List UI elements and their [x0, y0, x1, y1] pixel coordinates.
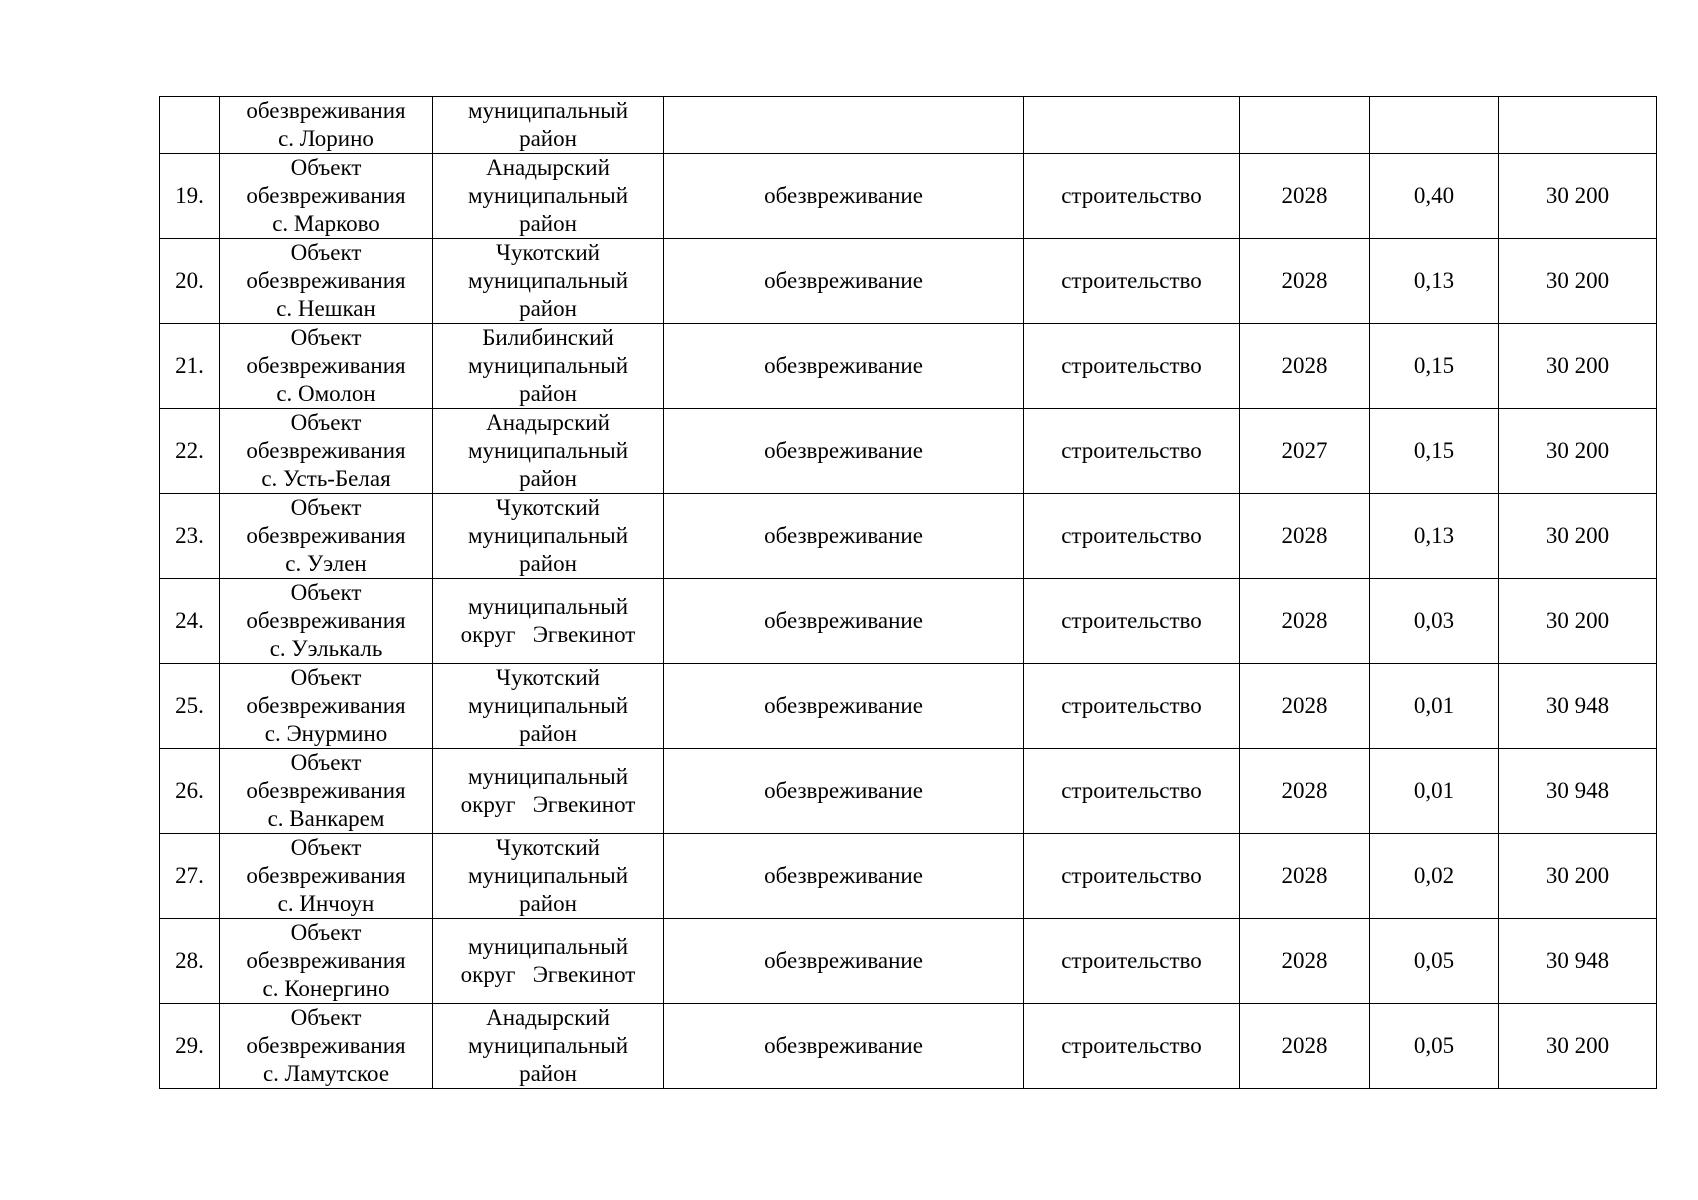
- cell-line: с. Конергино: [262, 976, 390, 1001]
- cell-line: Объект: [290, 1005, 362, 1030]
- cell-number: 21.: [160, 324, 220, 409]
- cell-number: 27.: [160, 834, 220, 919]
- cell-object-name: [220, 579, 433, 664]
- cell-purpose: обезвреживание: [664, 749, 1024, 834]
- cell-line: обезвреживания: [246, 268, 406, 293]
- table-body: [160, 97, 1657, 1089]
- cell-capacity: 0,01: [1370, 664, 1499, 749]
- cell-line: район: [519, 296, 577, 321]
- cell-number: 25.: [160, 664, 220, 749]
- cell-line: муниципальный: [467, 438, 629, 463]
- cell-capacity: [1370, 97, 1499, 154]
- cell-purpose: обезвреживание: [664, 579, 1024, 664]
- cell-year: 2028: [1240, 919, 1370, 1004]
- cell-line: муниципальный: [467, 863, 629, 888]
- cell-line: район: [519, 211, 577, 236]
- table-row: [160, 324, 1657, 409]
- cell-year: 2028: [1240, 239, 1370, 324]
- cell-year: 2028: [1240, 749, 1370, 834]
- cell-line: округ Эгвекинот: [460, 962, 636, 987]
- cell-line: обезвреживания: [246, 353, 406, 378]
- cell-line: обезвреживания: [246, 863, 406, 888]
- cell-line: Анадырский: [486, 410, 610, 435]
- table-row: [160, 494, 1657, 579]
- cell-capacity: 0,15: [1370, 324, 1499, 409]
- cell-line: Объект: [290, 835, 362, 860]
- table-row: [160, 664, 1657, 749]
- cell-year: 2028: [1240, 664, 1370, 749]
- cell-object-name: [220, 919, 433, 1004]
- table-row: [160, 749, 1657, 834]
- cell-line: с. Лорино: [278, 126, 374, 151]
- table-row: [160, 1004, 1657, 1089]
- cell-value: 30 200: [1499, 239, 1657, 324]
- cell-capacity: 0,03: [1370, 579, 1499, 664]
- cell-line: муниципальный: [467, 1033, 629, 1058]
- cell-line: с. Инчоун: [277, 891, 375, 916]
- cell-line: муниципальный: [467, 594, 629, 619]
- cell-district: [433, 409, 664, 494]
- cell-line: муниципальный: [467, 98, 629, 123]
- cell-activity: строительство: [1024, 1004, 1240, 1089]
- cell-purpose: обезвреживание: [664, 1004, 1024, 1089]
- cell-line: район: [519, 381, 577, 406]
- cell-year: 2028: [1240, 324, 1370, 409]
- cell-object-name: [220, 664, 433, 749]
- cell-value: 30 200: [1499, 834, 1657, 919]
- cell-line: муниципальный: [467, 268, 629, 293]
- cell-number: 29.: [160, 1004, 220, 1089]
- cell-line: муниципальный: [467, 693, 629, 718]
- cell-object-name: [220, 1004, 433, 1089]
- cell-year: 2027: [1240, 409, 1370, 494]
- table-row-continued: [160, 97, 1657, 154]
- cell-line: с. Уэлькаль: [269, 636, 383, 661]
- cell-object-name: [220, 239, 433, 324]
- cell-purpose: обезвреживание: [664, 409, 1024, 494]
- table-row: [160, 834, 1657, 919]
- cell-line: обезвреживания: [246, 948, 406, 973]
- cell-line: с. Энурмино: [264, 721, 388, 746]
- cell-line: обезвреживания: [246, 523, 406, 548]
- cell-district: [433, 239, 664, 324]
- cell-line: Объект: [290, 155, 362, 180]
- cell-line: обезвреживания: [246, 608, 406, 633]
- cell-line: с. Омолон: [276, 381, 376, 406]
- cell-value: 30 200: [1499, 324, 1657, 409]
- cell-line: Объект: [290, 920, 362, 945]
- cell-activity: строительство: [1024, 494, 1240, 579]
- cell-purpose: обезвреживание: [664, 324, 1024, 409]
- cell-year: 2028: [1240, 154, 1370, 239]
- cell-value: 30 200: [1499, 579, 1657, 664]
- cell-line: муниципальный: [467, 934, 629, 959]
- cell-line: Объект: [290, 750, 362, 775]
- cell-line: муниципальный: [467, 764, 629, 789]
- cell-value: 30 200: [1499, 1004, 1657, 1089]
- cell-purpose: обезвреживание: [664, 834, 1024, 919]
- cell-activity: строительство: [1024, 409, 1240, 494]
- cell-district: [433, 919, 664, 1004]
- cell-line: Чукотский: [496, 665, 600, 690]
- table-row: [160, 579, 1657, 664]
- cell-district: [433, 664, 664, 749]
- facilities-table: [159, 96, 1657, 1089]
- cell-value: 30 200: [1499, 494, 1657, 579]
- cell-object-name: [220, 324, 433, 409]
- cell-line: с. Нешкан: [276, 296, 376, 321]
- cell-year: 2028: [1240, 579, 1370, 664]
- cell-activity: строительство: [1024, 834, 1240, 919]
- cell-number: 28.: [160, 919, 220, 1004]
- cell-object-name: [220, 409, 433, 494]
- table-row: [160, 239, 1657, 324]
- cell-line: с. Ламутское: [262, 1061, 390, 1086]
- cell-line: Объект: [290, 410, 362, 435]
- cell-activity: строительство: [1024, 749, 1240, 834]
- cell-line: район: [519, 551, 577, 576]
- cell-purpose: обезвреживание: [664, 494, 1024, 579]
- cell-capacity: 0,01: [1370, 749, 1499, 834]
- cell-purpose: обезвреживание: [664, 239, 1024, 324]
- cell-year: [1240, 97, 1370, 154]
- cell-object-name: [220, 97, 433, 154]
- cell-line: Объект: [290, 665, 362, 690]
- cell-capacity: 0,13: [1370, 239, 1499, 324]
- cell-line: округ Эгвекинот: [460, 792, 636, 817]
- cell-line: Анадырский: [486, 1005, 610, 1030]
- cell-line: муниципальный: [467, 353, 629, 378]
- cell-district: [433, 749, 664, 834]
- cell-purpose: обезвреживание: [664, 154, 1024, 239]
- cell-line: Объект: [290, 240, 362, 265]
- cell-year: 2028: [1240, 1004, 1370, 1089]
- cell-line: Объект: [290, 495, 362, 520]
- cell-number: 24.: [160, 579, 220, 664]
- cell-line: обезвреживания: [246, 1033, 406, 1058]
- cell-line: Билибинский: [482, 325, 614, 350]
- table-row: [160, 154, 1657, 239]
- cell-line: с. Ванкарем: [267, 806, 385, 831]
- cell-activity: строительство: [1024, 154, 1240, 239]
- cell-activity: строительство: [1024, 324, 1240, 409]
- cell-line: обезвреживания: [246, 693, 406, 718]
- cell-activity: строительство: [1024, 664, 1240, 749]
- cell-capacity: 0,05: [1370, 919, 1499, 1004]
- cell-line: Чукотский: [496, 495, 600, 520]
- cell-line: район: [519, 1061, 577, 1086]
- cell-line: район: [519, 891, 577, 916]
- cell-purpose: обезвреживание: [664, 664, 1024, 749]
- cell-year: 2028: [1240, 494, 1370, 579]
- cell-district: [433, 97, 664, 154]
- cell-line: обезвреживания: [246, 183, 406, 208]
- cell-activity: строительство: [1024, 579, 1240, 664]
- cell-district: [433, 834, 664, 919]
- cell-line: Объект: [290, 580, 362, 605]
- cell-purpose: [664, 97, 1024, 154]
- cell-activity: строительство: [1024, 919, 1240, 1004]
- cell-district: [433, 494, 664, 579]
- cell-number: [160, 97, 220, 154]
- cell-number: 26.: [160, 749, 220, 834]
- cell-line: обезвреживания: [246, 98, 406, 123]
- cell-district: [433, 579, 664, 664]
- cell-capacity: 0,13: [1370, 494, 1499, 579]
- cell-capacity: 0,40: [1370, 154, 1499, 239]
- cell-capacity: 0,15: [1370, 409, 1499, 494]
- cell-line: Объект: [290, 325, 362, 350]
- cell-value: 30 948: [1499, 664, 1657, 749]
- cell-line: район: [519, 466, 577, 491]
- cell-object-name: [220, 494, 433, 579]
- cell-value: 30 948: [1499, 749, 1657, 834]
- cell-line: район: [519, 126, 577, 151]
- cell-line: округ Эгвекинот: [460, 622, 636, 647]
- cell-line: Чукотский: [496, 240, 600, 265]
- cell-district: [433, 1004, 664, 1089]
- cell-line: с. Марково: [272, 211, 380, 236]
- cell-object-name: [220, 834, 433, 919]
- cell-object-name: [220, 154, 433, 239]
- cell-line: муниципальный: [467, 523, 629, 548]
- cell-purpose: обезвреживание: [664, 919, 1024, 1004]
- cell-number: 22.: [160, 409, 220, 494]
- cell-line: Чукотский: [496, 835, 600, 860]
- cell-value: 30 200: [1499, 154, 1657, 239]
- cell-district: [433, 154, 664, 239]
- cell-activity: строительство: [1024, 239, 1240, 324]
- cell-number: 20.: [160, 239, 220, 324]
- table-row: [160, 919, 1657, 1004]
- cell-value: 30 948: [1499, 919, 1657, 1004]
- cell-line: муниципальный: [467, 183, 629, 208]
- cell-line: с. Усть-Белая: [261, 466, 391, 491]
- cell-number: 23.: [160, 494, 220, 579]
- cell-line: обезвреживания: [246, 778, 406, 803]
- cell-year: 2028: [1240, 834, 1370, 919]
- cell-activity: [1024, 97, 1240, 154]
- cell-district: [433, 324, 664, 409]
- cell-value: [1499, 97, 1657, 154]
- cell-line: Анадырский: [486, 155, 610, 180]
- cell-capacity: 0,02: [1370, 834, 1499, 919]
- cell-number: 19.: [160, 154, 220, 239]
- cell-line: район: [519, 721, 577, 746]
- table-row: [160, 409, 1657, 494]
- cell-line: с. Уэлен: [285, 551, 367, 576]
- cell-capacity: 0,05: [1370, 1004, 1499, 1089]
- cell-line: обезвреживания: [246, 438, 406, 463]
- cell-value: 30 200: [1499, 409, 1657, 494]
- cell-object-name: [220, 749, 433, 834]
